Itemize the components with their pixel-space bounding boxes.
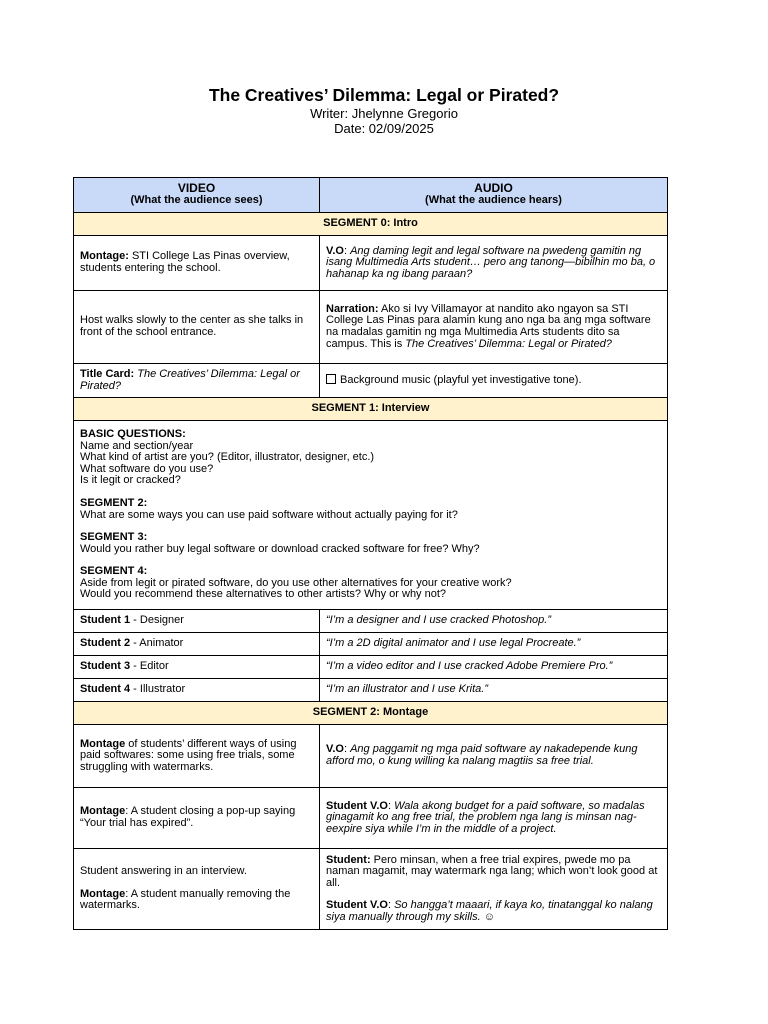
question-line: What software do you use? — [80, 462, 214, 475]
cue-label: Title Card: — [80, 367, 135, 380]
document-header — [0, 84, 768, 136]
video-cell — [74, 610, 320, 633]
student-name: Student 1 — [80, 614, 131, 627]
cue-text: Pero minsan, when a free trial expires, pwede mo pa naman magamit, may watermark nga lang; which won’t look good at all. — [326, 853, 658, 889]
video-cell: Host walks slowly to the center as she talks in front of the school entrance. — [74, 291, 320, 364]
video-cell — [74, 849, 320, 930]
cue-text: Wala akong budget for a paid software, so madalas ginagamit ko ang free trial, the problem nga lang is minsan nag-eexpire siya while I’m in the middle of a project. — [326, 799, 645, 835]
video-header-label: VIDEO — [177, 181, 216, 196]
question-line: What are some ways you can use paid software without actually paying for it? — [80, 508, 458, 521]
audio-cell — [320, 633, 668, 656]
cue-text: of students’ different ways of using paid softwares: some using free trials, some struggling with watermarks. — [80, 737, 297, 773]
segment-1-title: SEGMENT 1: Interview — [74, 398, 668, 421]
column-header-row — [74, 178, 668, 213]
cue-label: Narration: — [326, 302, 379, 315]
table-row — [74, 291, 668, 364]
student-row — [74, 633, 668, 656]
cue-label: Student V.O — [326, 899, 388, 912]
audio-column-header — [320, 178, 668, 213]
cue-text: Student answering in an interview. — [80, 865, 247, 878]
cue-label: V.O — [326, 743, 344, 756]
audio-cell — [320, 291, 668, 364]
cue-text-italic: The Creatives’ Dilemma: Legal or Pirated? — [405, 337, 612, 350]
cue-text: Ang daming legit and legal software na pwedeng gamitin ng isang Multimedia Arts student… pero ang tanong—bibilhin mo ba, o hahanap ka ng ibang paraan? — [326, 244, 656, 280]
question-line: What kind of artist are you? (Editor, illustrator, designer, etc.) — [80, 451, 375, 464]
student-role: - Designer — [130, 614, 184, 627]
segment-2-title: SEGMENT 2: Montage — [74, 702, 668, 725]
video-cell — [74, 725, 320, 788]
question-line: Name and section/year — [80, 439, 194, 452]
student-name: Student 2 — [80, 637, 131, 650]
student-role: - Animator — [130, 637, 184, 650]
audio-cell: Student: Pero minsan, when a free trial expires, pwede mo pa naman magamit, may watermark nga lang; which won’t look good at all. Student V.O: So hangga’t maaari, if kaya ko, tinatanggal ko nalang siya manually through my skills. ☺ — [320, 849, 668, 930]
checkbox-icon — [326, 374, 336, 384]
video-header-sublabel: (What the audience sees) — [130, 194, 263, 206]
basic-questions-label: BASIC QUESTIONS: — [80, 427, 186, 440]
document-title: The Creatives’ Dilemma: Legal or Pirated? — [208, 85, 560, 105]
student-row — [74, 679, 668, 702]
video-column-header — [74, 178, 320, 213]
segment-2-header — [74, 702, 668, 725]
question-group-label: SEGMENT 4: — [80, 565, 148, 578]
table-row — [74, 725, 668, 788]
question-line: Aside from legit or pirated software, do you use other alternatives for your creative work? — [80, 576, 512, 589]
cue-text: Ako si Ivy Villamayor at nandito ako ngayon sa STI College Las Pinas para alamin kung ano nga ba ang mga software na madalas gamitin ng mga Multimedia Arts students dito sa campus. This is — [326, 302, 651, 350]
audio-cell — [320, 656, 668, 679]
student-quote: “I’m a 2D digital animator and I use legal Procreate.” — [326, 637, 581, 650]
cue-text: So hangga’t maaari, if kaya ko, tinatanggal ko nalang siya manually through my skills. ☺ — [326, 899, 653, 923]
video-cell — [74, 633, 320, 656]
cue-label: Montage: — [80, 250, 129, 263]
student-quote: “I’m a designer and I use cracked Photoshop.” — [326, 614, 552, 627]
cue-text: : A student closing a pop-up saying “Your trial has expired”. — [80, 805, 296, 829]
cue-label: Student: — [326, 853, 371, 866]
segment-0-title: SEGMENT 0: Intro — [74, 213, 668, 236]
audio-cell: Student V.O: Wala akong budget for a paid software, so madalas ginagamit ko ang free trial, the problem nga lang is minsan nag-eexpire siya while I’m in the middle of a project. — [320, 788, 668, 849]
cue-label: V.O — [326, 244, 344, 257]
interview-questions-row — [74, 421, 668, 610]
student-row — [74, 610, 668, 633]
cue-text: Background music (playful yet investigative tone). — [340, 374, 582, 387]
audio-cell — [320, 364, 668, 398]
table-row — [74, 236, 668, 291]
audio-cell — [320, 610, 668, 633]
cue-text-italic: The Creatives’ Dilemma: Legal or Pirated? — [80, 367, 300, 392]
cue-label: Student V.O — [326, 799, 388, 812]
question-group-label: SEGMENT 3: — [80, 531, 148, 544]
interview-questions-cell — [74, 421, 668, 610]
cue-text: : A student manually removing the watermarks. — [80, 887, 291, 912]
audio-cell — [320, 679, 668, 702]
video-cell — [74, 788, 320, 849]
audio-cell: V.O: Ang paggamit ng mga paid software ay nakadepende kung afford mo, o kung willing ka nalang magtiis sa free trial. — [320, 725, 668, 788]
video-cell — [74, 656, 320, 679]
document-writer: Writer: Jhelynne Gregorio — [310, 106, 458, 121]
student-name: Student 4 — [80, 683, 131, 696]
question-line: Is it legit or cracked? — [80, 474, 181, 487]
audio-header-sublabel: (What the audience hears) — [425, 194, 562, 206]
video-cell — [74, 364, 320, 398]
student-quote: “I’m a video editor and I use cracked Adobe Premiere Pro.” — [326, 660, 613, 673]
cue-text: Ang paggamit ng mga paid software ay nakadepende kung afford mo, o kung willing ka nalang magtiis sa free trial. — [326, 743, 638, 767]
video-cell — [74, 236, 320, 291]
cue-label: Montage — [80, 805, 126, 818]
question-line: Would you recommend these alternatives to other artists? Why or why not? — [80, 588, 447, 601]
student-row — [74, 656, 668, 679]
student-role: - Editor — [130, 660, 169, 673]
question-group-label: SEGMENT 2: — [80, 496, 148, 509]
question-line: Would you rather buy legal software or download cracked software for free? Why? — [80, 542, 480, 555]
video-cell — [74, 679, 320, 702]
student-quote: “I’m an illustrator and I use Krita.” — [326, 683, 489, 696]
table-row — [74, 849, 668, 930]
script-table — [73, 177, 668, 930]
student-name: Student 3 — [80, 660, 131, 673]
student-role: - Illustrator — [130, 683, 186, 696]
document-date: Date: 02/09/2025 — [334, 121, 434, 136]
cue-text: STI College Las Pinas overview, students entering the school. — [80, 250, 290, 274]
table-row — [74, 788, 668, 849]
audio-header-label: AUDIO — [474, 181, 513, 196]
segment-1-header — [74, 398, 668, 421]
audio-cell: V.O: Ang daming legit and legal software na pwedeng gamitin ng isang Multimedia Arts student… pero ang tanong—bibilhin mo ba, o hahanap ka ng ibang paraan? — [320, 236, 668, 291]
segment-0-header — [74, 213, 668, 236]
table-row — [74, 364, 668, 398]
cue-label: Montage — [80, 737, 126, 750]
cue-label: Montage — [80, 887, 126, 900]
